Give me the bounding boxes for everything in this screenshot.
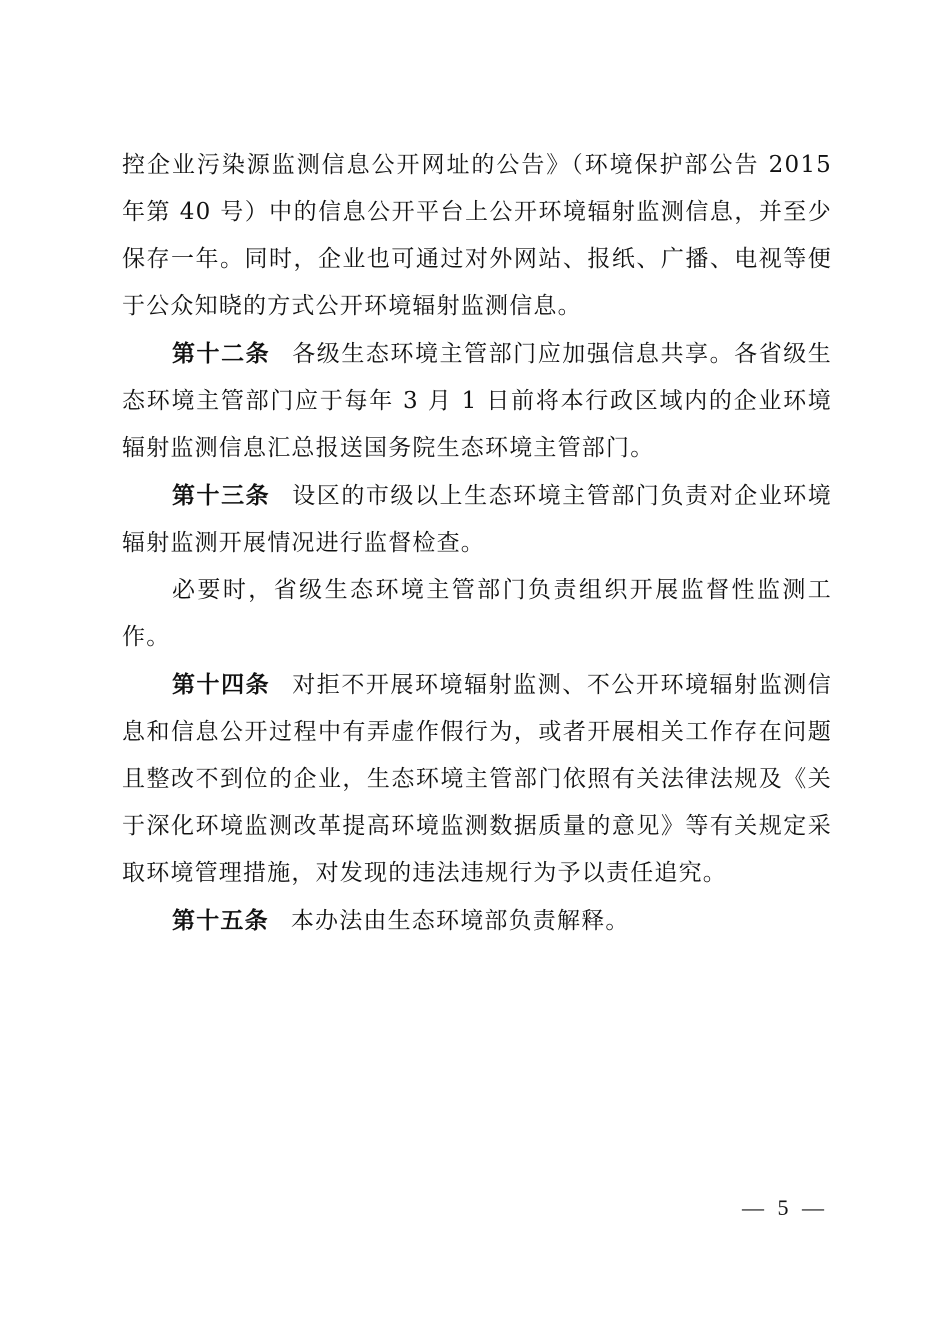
article-15-paragraph [122,897,832,945]
article-12-text: 各级生态环境主管部门应加强信息共享。各省级生态环境主管部门应于每年 3 月 1 日前将本行政区域内的企业环境辐射监测信息汇总报送国务院生态环境主管部门。 [122,341,832,461]
article-13-paragraph [122,472,832,567]
article-15-text: 本办法由生态环境部负责解释。 [290,908,630,934]
article-14-heading: 第十四条 [172,671,271,698]
document-body [122,142,832,945]
page-number: — 5 — [742,1195,828,1220]
article-12-heading: 第十二条 [172,340,271,367]
paragraph-text: 控企业污染源监测信息公开网址的公告》（环境保护部公告 2015 年第 40 号）中的信息公开平台上公开环境辐射监测信息，并至少保存一年。同时，企业也可通过对外网站、报纸、广播、电视等便于公众知晓的方式公开环境辐射监测信息。 [122,152,832,319]
paragraph-continuation [122,142,832,330]
article-15-heading: 第十五条 [172,907,269,934]
article-12-paragraph [122,330,832,472]
article-14-text: 对拒不开展环境辐射监测、不公开环境辐射监测信息和信息公开过程中有弄虚作假行为，或者开展相关工作存在问题且整改不到位的企业，生态环境主管部门依照有关法律法规及《关于深化环境监测改革提高环境监测数据质量的意见》等有关规定采取环境管理措施，对发现的违法违规行为予以责任追究。 [122,672,832,886]
article-13-heading: 第十三条 [172,482,271,509]
article-14-paragraph [122,661,832,897]
article-13-sub-text: 必要时，省级生态环境主管部门负责组织开展监督性监测工作。 [122,577,832,650]
article-13-text: 设区的市级以上生态环境主管部门负责对企业环境辐射监测开展情况进行监督检查。 [122,483,832,556]
article-13-sub-paragraph [122,567,832,661]
